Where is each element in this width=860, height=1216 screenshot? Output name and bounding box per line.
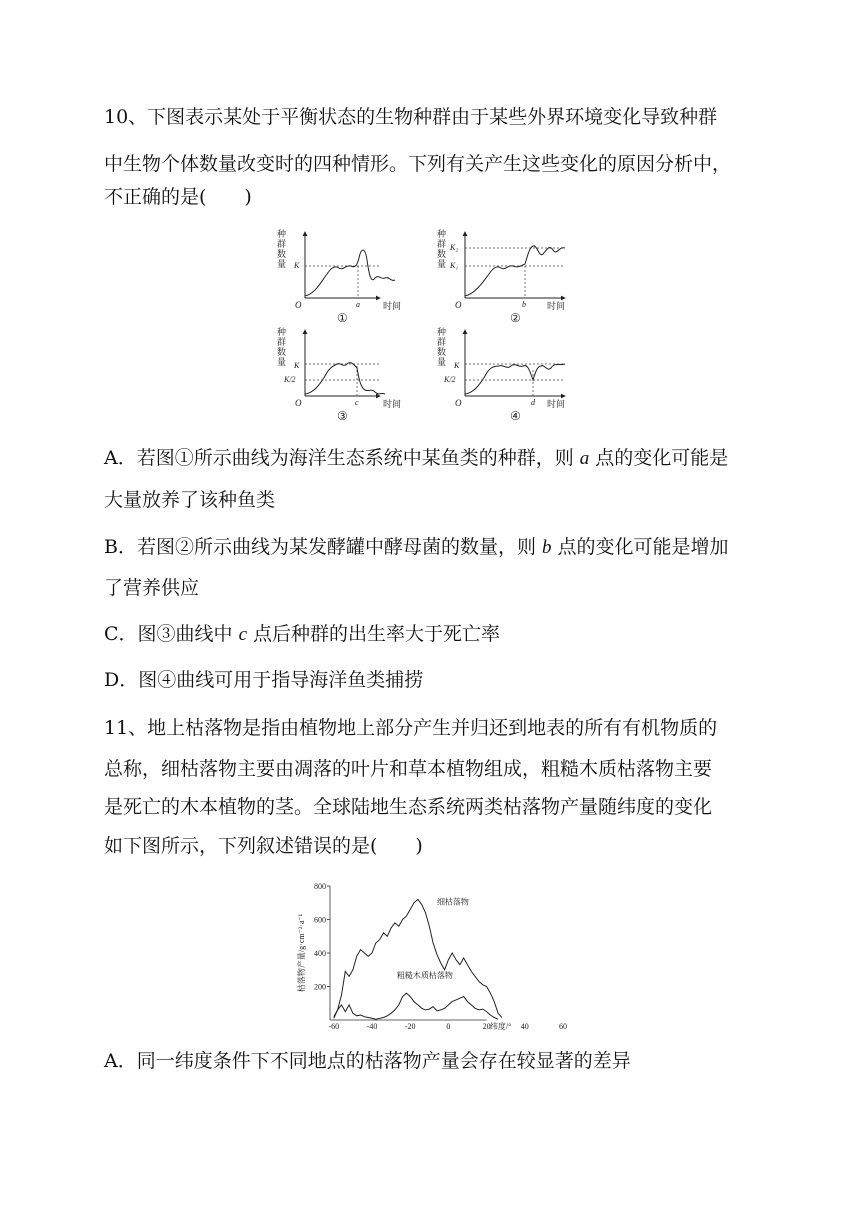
panel-4-ylabel-3: 数 xyxy=(437,347,447,357)
panel-4-ylabel-2: 群 xyxy=(437,337,447,347)
x-tick-label: -20 xyxy=(404,1022,416,1031)
panel-2 xyxy=(437,228,565,325)
panel-1-xlabel: 时间 xyxy=(383,301,402,311)
panel-2-number: ② xyxy=(510,311,521,325)
q10-option-c-var: c xyxy=(238,624,248,645)
panel-1-ylabel-2: 群 xyxy=(277,239,287,249)
panel-3 xyxy=(277,326,401,423)
x-tick-label: 20 xyxy=(482,1022,491,1031)
q10-stem-line-2: 中生物个体数量改变时的四种情形。下列有关产生这些变化的原因分析中， xyxy=(104,153,732,175)
x-axis-label: 纬度/° xyxy=(489,1022,512,1031)
annotation-coarse-litter: 粗糙木质枯落物 xyxy=(396,971,453,981)
q11-option-a: A．同一纬度条件下不同地点的枯落物产量会存在较显著的差异 xyxy=(104,1050,631,1072)
q10-stem-line-3: 不正确的是( ) xyxy=(104,186,252,208)
q10-option-a-line-2: 大量放养了该种鱼类 xyxy=(104,489,276,511)
x-tick-label: 0 xyxy=(446,1022,451,1031)
panel-3-xlabel: 时间 xyxy=(383,399,402,409)
series-line-2 xyxy=(334,993,498,1019)
panel-1-k-label: K xyxy=(294,261,300,270)
panel-2-ylabel-3: 数 xyxy=(437,249,447,259)
panel-4-ylabel-4: 量 xyxy=(437,357,447,367)
panel-2-curve xyxy=(465,246,565,296)
panel-3-curve xyxy=(305,363,385,394)
panel-3-ylabel-1: 种 xyxy=(277,327,287,337)
q11-stem-line-2: 总称，细枯落物主要由凋落的叶片和草本植物组成，粗糙木质枯落物主要 xyxy=(104,758,713,780)
panel-4-point: d xyxy=(531,398,535,407)
q10-option-b-post: 点的变化可能是增加 xyxy=(551,536,729,558)
q10-stem-line-1: 10、下图表示某处于平衡状态的生物种群由于某些外界环境变化导致种群 xyxy=(104,106,718,128)
y-axis-label: 枯落物产量/g·cm⁻²·a⁻¹ xyxy=(297,913,306,993)
panel-4 xyxy=(437,326,565,423)
panel-1-number: ① xyxy=(337,311,348,325)
panel-1-curve xyxy=(305,250,395,296)
q10-option-a-post: 点的变化可能是 xyxy=(589,447,729,469)
panel-4-k-label: K xyxy=(454,361,460,370)
q10-option-c-post: 点后种群的出生率大于死亡率 xyxy=(247,623,501,645)
q10-option-c xyxy=(104,622,500,647)
panel-3-ylabel-4: 量 xyxy=(277,357,287,367)
q10-option-b-line-2: 了营养供应 xyxy=(104,577,200,599)
y-tick-label: 800 xyxy=(314,882,326,891)
panel-4-origin: O xyxy=(455,398,462,408)
panel-1 xyxy=(277,228,401,325)
q10-option-a-pre: A．若图①所示曲线为海洋生态系统中某鱼类的种群，则 xyxy=(104,447,580,469)
panel-1-ylabel-4: 量 xyxy=(277,259,287,269)
q10-option-b-line-1 xyxy=(104,535,729,560)
q11-stem-line-1: 11、地上枯落物是指由植物地上部分产生并归还到地表的所有有机物质的 xyxy=(104,717,718,739)
panel-2-point: b xyxy=(522,300,526,309)
panel-4-xlabel: 时间 xyxy=(547,399,566,409)
population-curves-figure xyxy=(277,228,585,423)
panel-4-number: ④ xyxy=(510,409,521,423)
y-tick-label: 400 xyxy=(314,949,326,958)
panel-3-ylabel-2: 群 xyxy=(277,337,287,347)
panel-2-ylabel-4: 量 xyxy=(437,259,447,269)
panel-3-number: ③ xyxy=(337,409,348,423)
panel-2-xlabel: 时间 xyxy=(547,301,566,311)
x-tick-label: -40 xyxy=(366,1022,378,1031)
panel-3-k-label: K xyxy=(294,361,300,370)
panel-1-origin: O xyxy=(295,300,302,310)
panel-4-ylabel-1: 种 xyxy=(437,327,447,337)
q10-option-a-var: a xyxy=(579,448,590,469)
q10-option-b-var: b xyxy=(542,537,552,558)
panel-2-origin: O xyxy=(455,300,462,310)
q11-stem-line-3: 是死亡的木本植物的茎。全球陆地生态系统两类枯落物产量随纬度的变化 xyxy=(104,796,713,818)
q11-stem-line-4: 如下图所示，下列叙述错误的是( ) xyxy=(104,835,423,857)
annotation-fine-litter: 细枯落物 xyxy=(436,897,469,907)
x-tick-label: 40 xyxy=(520,1022,529,1031)
panel-3-point: c xyxy=(355,398,359,407)
q10-option-a-line-1 xyxy=(104,446,728,471)
q10-option-d: D．图④曲线可用于指导海洋鱼类捕捞 xyxy=(104,669,424,691)
series-line-1 xyxy=(334,899,502,1017)
panel-2-ylabel-1: 种 xyxy=(437,229,447,239)
panel-1-point: a xyxy=(356,300,360,309)
panel-3-ylabel-3: 数 xyxy=(277,347,287,357)
y-tick-label: 600 xyxy=(314,915,326,925)
panel-2-k1-label: K₁ xyxy=(450,261,459,270)
x-tick-label: -60 xyxy=(328,1022,340,1031)
panel-1-ylabel-1: 种 xyxy=(277,229,287,239)
x-tick-label: 60 xyxy=(559,1022,567,1031)
panel-2-ylabel-2: 群 xyxy=(437,239,447,249)
litter-latitude-chart xyxy=(298,880,568,1030)
panel-3-origin: O xyxy=(295,398,302,408)
panel-3-k2-label: K/2 xyxy=(284,375,296,384)
panel-4-k2-label: K/2 xyxy=(444,375,456,384)
q10-option-c-pre: C．图③曲线中 xyxy=(104,623,239,645)
q10-option-b-pre: B．若图②所示曲线为某发酵罐中酵母菌的数量，则 xyxy=(104,536,543,558)
y-tick-label: 200 xyxy=(314,982,326,992)
panel-2-k2-label: K₂ xyxy=(450,243,459,252)
panel-4-curve xyxy=(465,364,565,394)
panel-1-ylabel-3: 数 xyxy=(277,249,287,259)
